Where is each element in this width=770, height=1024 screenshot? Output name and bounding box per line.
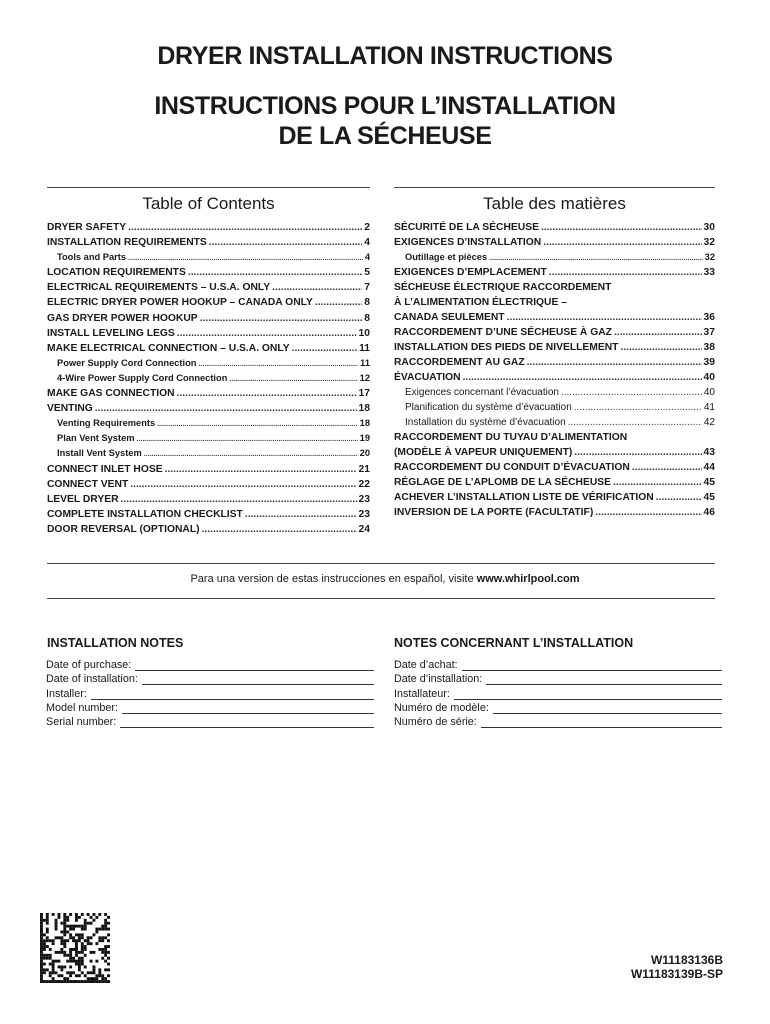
note-field[interactable]: Date of installation: <box>46 671 374 685</box>
toc-item[interactable]: ELECTRIC DRYER POWER HOOKUP – CANADA ONLY ..... 8 <box>47 297 370 312</box>
toc-item[interactable]: RACCORDEMENT DU TUYAU D’ALIMENTATION <box>394 432 628 443</box>
note-field[interactable]: Installateur: <box>394 685 722 699</box>
toc-item[interactable]: EXIGENCES D’INSTALLATION ..... 32 <box>394 237 715 252</box>
divider-toc-fr <box>394 187 715 188</box>
document-number-spanish: W11183139B-SP <box>630 967 723 981</box>
installation-notes-french <box>394 657 722 728</box>
toc-item[interactable]: (MODÈLE À VAPEUR UNIQUEMENT) ..... 43 <box>394 447 715 462</box>
toc-subitem[interactable]: Exigences concernant l’évacuation ..... 40 <box>394 387 715 402</box>
toc-subitem[interactable]: 4-Wire Power Supply Cord Connection ..... 12 <box>47 373 370 388</box>
toc-item[interactable]: MAKE ELECTRICAL CONNECTION – U.S.A. ONLY ..... 11 <box>47 343 370 358</box>
toc-item[interactable]: INSTALLATION REQUIREMENTS ..... 4 <box>47 237 370 252</box>
toc-item[interactable]: LOCATION REQUIREMENTS ..... 5 <box>47 267 370 282</box>
note-field[interactable]: Numéro de série: <box>394 714 722 728</box>
toc-item[interactable]: RACCORDEMENT AU GAZ ..... 39 <box>394 357 715 372</box>
note-field[interactable]: Model number: <box>46 700 374 714</box>
installation-notes-heading: INSTALLATION NOTES <box>47 636 184 650</box>
toc-subitem[interactable]: Venting Requirements ..... 18 <box>47 418 370 433</box>
toc-item[interactable]: DRYER SAFETY ..... 2 <box>47 222 370 237</box>
note-field[interactable]: Serial number: <box>46 714 374 728</box>
toc-item[interactable]: ÉVACUATION ..... 40 <box>394 372 715 387</box>
document-numbers <box>631 953 723 981</box>
title-english: DRYER INSTALLATION INSTRUCTIONS <box>157 42 613 70</box>
note-field[interactable]: Numéro de modèle: <box>394 700 722 714</box>
toc-item[interactable]: SÉCURITÉ DE LA SÉCHEUSE ..... 30 <box>394 222 715 237</box>
spanish-version-note <box>0 573 770 585</box>
toc-item[interactable]: RÉGLAGE DE L’APLOMB DE LA SÉCHEUSE ..... 45 <box>394 477 715 492</box>
toc-item[interactable]: VENTING ..... 18 <box>47 403 370 418</box>
toc-item[interactable]: RACCORDEMENT DU CONDUIT D’ÉVACUATION ..... 44 <box>394 462 715 477</box>
divider-spanish-bottom <box>47 598 715 599</box>
spanish-note-link[interactable]: www.whirlpool.com <box>476 573 580 585</box>
installation-notes-english <box>46 657 374 728</box>
toc-item[interactable]: CONNECT VENT ..... 22 <box>47 479 370 494</box>
toc-item[interactable]: LEVEL DRYER ..... 23 <box>47 494 370 509</box>
toc-item[interactable]: ELECTRICAL REQUIREMENTS – U.S.A. ONLY ..... 7 <box>47 282 370 297</box>
toc-list-english <box>47 222 370 539</box>
toc-item[interactable]: CANADA SEULEMENT ..... 36 <box>394 312 715 327</box>
toc-subitem[interactable]: Installation du système d’évacuation ..... 42 <box>394 417 715 432</box>
fill-in-line[interactable] <box>462 660 722 671</box>
toc-heading-english: Table of Contents <box>142 194 275 213</box>
fill-in-line[interactable] <box>122 703 374 714</box>
toc-item[interactable]: INVERSION DE LA PORTE (FACULTATIF) ..... 46 <box>394 507 715 522</box>
fill-in-line[interactable] <box>493 703 722 714</box>
toc-item[interactable]: EXIGENCES D’EMPLACEMENT ..... 33 <box>394 267 715 282</box>
toc-item[interactable]: CONNECT INLET HOSE ..... 21 <box>47 464 370 479</box>
toc-item[interactable]: COMPLETE INSTALLATION CHECKLIST ..... 23 <box>47 509 370 524</box>
toc-list-french <box>394 222 715 522</box>
fill-in-line[interactable] <box>120 717 374 728</box>
title-french-line-2: DE LA SÉCHEUSE <box>278 122 492 150</box>
toc-subitem[interactable]: Plan Vent System ..... 19 <box>47 433 370 448</box>
document-number-english: W11183136B <box>650 953 723 967</box>
title-french-line-1: INSTRUCTIONS POUR L’INSTALLATION <box>154 92 616 120</box>
note-field[interactable]: Installer: <box>46 685 374 699</box>
toc-item[interactable]: INSTALL LEVELING LEGS ..... 10 <box>47 328 370 343</box>
fill-in-line[interactable] <box>142 674 374 685</box>
note-field[interactable]: Date of purchase: <box>46 657 374 671</box>
spanish-note-text: Para una version de estas instrucciones en español, visite <box>190 573 477 585</box>
toc-subitem[interactable]: Outillage et pièces ..... 32 <box>394 252 715 267</box>
fill-in-line[interactable] <box>135 660 374 671</box>
divider-spanish-top <box>47 563 715 564</box>
toc-item[interactable]: À L’ALIMENTATION ÉLECTRIQUE – <box>394 297 567 308</box>
toc-subitem[interactable]: Install Vent System ..... 20 <box>47 448 370 463</box>
toc-item[interactable]: RACCORDEMENT D’UNE SÉCHEUSE À GAZ ..... 37 <box>394 327 715 342</box>
toc-item[interactable]: INSTALLATION DES PIEDS DE NIVELLEMENT ..... 38 <box>394 342 715 357</box>
toc-subitem[interactable]: Planification du système d’évacuation ..... 41 <box>394 402 715 417</box>
toc-item[interactable]: MAKE GAS CONNECTION ..... 17 <box>47 388 370 403</box>
divider-toc-en <box>47 187 370 188</box>
installation-notes-heading-french: NOTES CONCERNANT L’INSTALLATION <box>394 636 634 650</box>
note-field[interactable]: Date d’achat: <box>394 657 722 671</box>
note-field[interactable]: Date d’installation: <box>394 671 722 685</box>
fill-in-line[interactable] <box>91 689 374 700</box>
toc-item[interactable]: ACHEVER L’INSTALLATION LISTE DE VÉRIFICATION ..... 45 <box>394 492 715 507</box>
toc-item[interactable]: SÉCHEUSE ÉLECTRIQUE RACCORDEMENT <box>394 282 612 293</box>
fill-in-line[interactable] <box>486 674 722 685</box>
toc-subitem[interactable]: Tools and Parts ..... 4 <box>47 252 370 267</box>
toc-heading-french: Table des matières <box>483 194 626 213</box>
toc-item[interactable]: GAS DRYER POWER HOOKUP ..... 8 <box>47 313 370 328</box>
toc-item[interactable]: DOOR REVERSAL (OPTIONAL) ..... 24 <box>47 524 370 539</box>
fill-in-line[interactable] <box>481 717 722 728</box>
fill-in-line[interactable] <box>454 689 722 700</box>
toc-subitem[interactable]: Power Supply Cord Connection ..... 11 <box>47 358 370 373</box>
data-matrix-code-icon <box>40 913 110 983</box>
